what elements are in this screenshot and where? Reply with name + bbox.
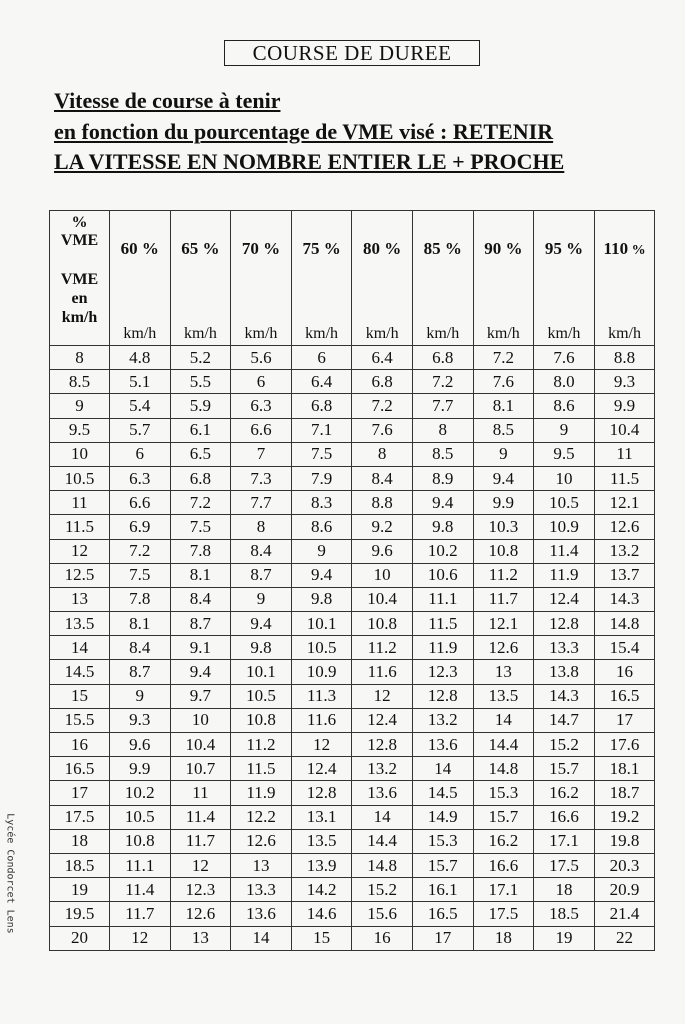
table-row [50, 442, 655, 466]
table-row [50, 491, 655, 515]
table-row [50, 902, 655, 926]
speed-cell: 11.6 [352, 660, 413, 684]
speed-cell: 7.2 [352, 394, 413, 418]
speed-cell: 6.1 [170, 418, 231, 442]
speed-cell: 9 [291, 539, 352, 563]
vme-cell: 11 [50, 491, 110, 515]
speed-cell: 9 [534, 418, 595, 442]
speed-cell: 4.8 [110, 346, 171, 370]
table-row [50, 612, 655, 636]
vme-cell: 12 [50, 539, 110, 563]
speed-cell: 9.4 [412, 491, 473, 515]
vme-cell: 14 [50, 636, 110, 660]
speed-cell: 8.3 [291, 491, 352, 515]
speed-cell: 12 [170, 853, 231, 877]
speed-cell: 12.6 [170, 902, 231, 926]
speed-cell: 9.9 [594, 394, 655, 418]
speed-cell: 9.4 [231, 612, 292, 636]
speed-cell: 9 [231, 587, 292, 611]
speed-cell: 16.5 [412, 902, 473, 926]
speed-cell: 12.1 [594, 491, 655, 515]
speed-cell: 11.5 [594, 466, 655, 490]
speed-cell: 18 [473, 926, 534, 950]
vme-cell: 18 [50, 829, 110, 853]
speed-cell: 10.4 [594, 418, 655, 442]
speed-cell: 14.9 [412, 805, 473, 829]
vme-cell: 14.5 [50, 660, 110, 684]
speed-cell: 17.5 [534, 853, 595, 877]
speed-cell: 6.4 [291, 370, 352, 394]
speed-cell: 7.2 [412, 370, 473, 394]
speed-cell: 10.4 [170, 733, 231, 757]
side-credit-text: Lycée Condorcet Lens [4, 813, 16, 934]
speed-cell: 6.8 [291, 394, 352, 418]
speed-cell: 5.1 [110, 370, 171, 394]
speed-cell: 8.8 [352, 491, 413, 515]
speed-cell: 11.4 [170, 805, 231, 829]
column-header: 65 % km/h [170, 211, 231, 346]
vme-cell: 17.5 [50, 805, 110, 829]
table-row [50, 805, 655, 829]
speed-cell: 9.9 [473, 491, 534, 515]
vme-cell: 10 [50, 442, 110, 466]
speed-cell: 10.8 [231, 708, 292, 732]
speed-cell: 7.3 [231, 466, 292, 490]
speed-cell: 13.1 [291, 805, 352, 829]
speed-cell: 11.2 [473, 563, 534, 587]
speed-cell: 7.6 [352, 418, 413, 442]
speed-cell: 15.3 [473, 781, 534, 805]
heading-line-3: LA VITESSE EN NOMBRE ENTIER LE + PROCHE [54, 149, 565, 174]
speed-cell: 9.7 [170, 684, 231, 708]
speed-cell: 8.7 [170, 612, 231, 636]
vme-cell: 8.5 [50, 370, 110, 394]
speed-cell: 7.7 [231, 491, 292, 515]
speed-cell: 12.6 [473, 636, 534, 660]
speed-cell: 9.3 [594, 370, 655, 394]
speed-cell: 13 [231, 853, 292, 877]
speed-cell: 9.4 [170, 660, 231, 684]
table-row [50, 539, 655, 563]
speed-cell: 7.9 [291, 466, 352, 490]
speed-cell: 6.8 [352, 370, 413, 394]
table-row [50, 757, 655, 781]
vme-cell: 13 [50, 587, 110, 611]
speed-cell: 6.9 [110, 515, 171, 539]
table-row [50, 563, 655, 587]
speed-cell: 8.5 [473, 418, 534, 442]
speed-cell: 9.3 [110, 708, 171, 732]
speed-cell: 9.8 [231, 636, 292, 660]
speed-cell: 8.1 [110, 612, 171, 636]
speed-cell: 12.4 [291, 757, 352, 781]
speed-cell: 10.4 [352, 587, 413, 611]
speed-cell: 19.8 [594, 829, 655, 853]
vme-cell: 15 [50, 684, 110, 708]
speed-cell: 14.5 [412, 781, 473, 805]
speed-cell: 12.8 [291, 781, 352, 805]
speed-cell: 15 [291, 926, 352, 950]
speed-cell: 20.3 [594, 853, 655, 877]
speed-cell: 5.5 [170, 370, 231, 394]
speed-cell: 6.3 [231, 394, 292, 418]
speed-cell: 7 [231, 442, 292, 466]
speed-cell: 10.5 [110, 805, 171, 829]
speed-cell: 17.6 [594, 733, 655, 757]
speed-cell: 15.3 [412, 829, 473, 853]
speed-cell: 11.6 [291, 708, 352, 732]
speed-cell: 9.2 [352, 515, 413, 539]
speed-cell: 16.2 [534, 781, 595, 805]
speed-cell: 13.9 [291, 853, 352, 877]
speed-cell: 13.3 [231, 878, 292, 902]
speed-cell: 11.5 [412, 612, 473, 636]
speed-cell: 10 [170, 708, 231, 732]
vme-cell: 15.5 [50, 708, 110, 732]
vme-cell: 11.5 [50, 515, 110, 539]
speed-cell: 13.6 [352, 781, 413, 805]
speed-cell: 14.7 [534, 708, 595, 732]
speed-cell: 6 [110, 442, 171, 466]
speed-cell: 14 [412, 757, 473, 781]
vme-cell: 13.5 [50, 612, 110, 636]
speed-cell: 8.1 [473, 394, 534, 418]
speed-cell: 5.7 [110, 418, 171, 442]
speed-cell: 7.2 [473, 346, 534, 370]
speed-cell: 7.5 [110, 563, 171, 587]
speed-cell: 12.8 [534, 612, 595, 636]
speed-cell: 10.1 [231, 660, 292, 684]
column-header: 70 % km/h [231, 211, 292, 346]
speed-cell: 14.8 [473, 757, 534, 781]
speed-cell: 8 [412, 418, 473, 442]
speed-cell: 11.7 [170, 829, 231, 853]
speed-cell: 8.6 [534, 394, 595, 418]
speed-cell: 8.1 [170, 563, 231, 587]
table-row [50, 660, 655, 684]
table-row [50, 733, 655, 757]
speed-cell: 12.4 [534, 587, 595, 611]
speed-cell: 9 [473, 442, 534, 466]
speed-cell: 11.9 [534, 563, 595, 587]
vme-cell: 19.5 [50, 902, 110, 926]
speed-cell: 8.6 [291, 515, 352, 539]
speed-cell: 14.8 [594, 612, 655, 636]
table-body [50, 346, 655, 951]
speed-cell: 7.5 [170, 515, 231, 539]
speed-cell: 16.5 [594, 684, 655, 708]
speed-cell: 14 [352, 805, 413, 829]
speed-cell: 15.2 [352, 878, 413, 902]
speed-cell: 15.4 [594, 636, 655, 660]
speed-cell: 8.5 [412, 442, 473, 466]
speed-cell: 8.0 [534, 370, 595, 394]
speed-cell: 10.8 [352, 612, 413, 636]
speed-cell: 8.4 [352, 466, 413, 490]
speed-cell: 12 [291, 733, 352, 757]
speed-cell: 11.7 [110, 902, 171, 926]
table-row [50, 370, 655, 394]
speed-cell: 9.8 [291, 587, 352, 611]
speed-cell: 17 [412, 926, 473, 950]
speed-cell: 6.3 [110, 466, 171, 490]
speed-cell: 9.6 [352, 539, 413, 563]
speed-cell: 8.4 [170, 587, 231, 611]
speed-cell: 18.5 [534, 902, 595, 926]
speed-cell: 5.9 [170, 394, 231, 418]
speed-cell: 21.4 [594, 902, 655, 926]
column-header: 80 % km/h [352, 211, 413, 346]
speed-cell: 18 [534, 878, 595, 902]
heading-line-1: Vitesse de course à tenir [54, 88, 281, 113]
speed-cell: 10.5 [231, 684, 292, 708]
speed-cell: 11.7 [473, 587, 534, 611]
speed-cell: 6.6 [110, 491, 171, 515]
speed-cell: 15.7 [473, 805, 534, 829]
speed-cell: 15.6 [352, 902, 413, 926]
vme-cell: 18.5 [50, 853, 110, 877]
speed-cell: 9.4 [473, 466, 534, 490]
speed-cell: 12.8 [412, 684, 473, 708]
speed-cell: 8.4 [110, 636, 171, 660]
speed-cell: 6.6 [231, 418, 292, 442]
speed-cell: 7.7 [412, 394, 473, 418]
speed-cell: 10.5 [291, 636, 352, 660]
speed-cell: 14.3 [594, 587, 655, 611]
speed-cell: 14.6 [291, 902, 352, 926]
table-row [50, 781, 655, 805]
speed-cell: 13.2 [594, 539, 655, 563]
speed-cell: 11.2 [231, 733, 292, 757]
speed-cell: 9.4 [291, 563, 352, 587]
table-row [50, 394, 655, 418]
speed-cell: 7.1 [291, 418, 352, 442]
speed-cell: 16.2 [473, 829, 534, 853]
speed-cell: 13.5 [291, 829, 352, 853]
speed-cell: 13.6 [412, 733, 473, 757]
table-row [50, 853, 655, 877]
table-row [50, 515, 655, 539]
speed-cell: 20.9 [594, 878, 655, 902]
speed-cell: 14 [231, 926, 292, 950]
speed-cell: 6 [231, 370, 292, 394]
speed-cell: 10.5 [534, 491, 595, 515]
corner-header: % VME VME en km/h [50, 211, 110, 346]
speed-cell: 16 [352, 926, 413, 950]
table-header-row [50, 211, 655, 346]
speed-cell: 22 [594, 926, 655, 950]
speed-cell: 6.8 [412, 346, 473, 370]
speed-cell: 16 [594, 660, 655, 684]
speed-cell: 19.2 [594, 805, 655, 829]
table-row [50, 829, 655, 853]
speed-cell: 7.6 [534, 346, 595, 370]
speed-cell: 10.6 [412, 563, 473, 587]
heading-line-2: en fonction du pourcentage de VME visé : RETENIR [54, 119, 554, 144]
speed-cell: 5.6 [231, 346, 292, 370]
column-header: 95 % km/h [534, 211, 595, 346]
speed-table [49, 210, 655, 951]
speed-cell: 11.2 [352, 636, 413, 660]
speed-cell: 5.4 [110, 394, 171, 418]
vme-cell: 16 [50, 733, 110, 757]
speed-cell: 5.2 [170, 346, 231, 370]
table-row [50, 636, 655, 660]
speed-cell: 13.8 [534, 660, 595, 684]
speed-cell: 9.8 [412, 515, 473, 539]
speed-cell: 15.7 [412, 853, 473, 877]
speed-cell: 9.6 [110, 733, 171, 757]
table-row [50, 466, 655, 490]
speed-cell: 11 [170, 781, 231, 805]
speed-cell: 14.8 [352, 853, 413, 877]
speed-cell: 10.2 [412, 539, 473, 563]
speed-cell: 12 [110, 926, 171, 950]
vme-cell: 20 [50, 926, 110, 950]
speed-cell: 13.5 [473, 684, 534, 708]
vme-cell: 9 [50, 394, 110, 418]
speed-cell: 13.6 [231, 902, 292, 926]
speed-cell: 6.4 [352, 346, 413, 370]
speed-cell: 10 [534, 466, 595, 490]
speed-cell: 10 [352, 563, 413, 587]
speed-cell: 9 [110, 684, 171, 708]
speed-cell: 10.2 [110, 781, 171, 805]
table-row [50, 418, 655, 442]
speed-cell: 11.4 [110, 878, 171, 902]
speed-cell: 12.3 [412, 660, 473, 684]
speed-cell: 12.8 [352, 733, 413, 757]
speed-cell: 13 [170, 926, 231, 950]
speed-cell: 12.1 [473, 612, 534, 636]
column-header: 60 % km/h [110, 211, 171, 346]
column-header: 75 % km/h [291, 211, 352, 346]
speed-cell: 17.1 [473, 878, 534, 902]
speed-cell: 12.3 [170, 878, 231, 902]
speed-cell: 10.8 [473, 539, 534, 563]
column-header: 90 % km/h [473, 211, 534, 346]
table-row [50, 878, 655, 902]
speed-cell: 17.5 [473, 902, 534, 926]
speed-cell: 13.2 [352, 757, 413, 781]
speed-cell: 11.4 [534, 539, 595, 563]
column-header: 85 % km/h [412, 211, 473, 346]
speed-cell: 10.7 [170, 757, 231, 781]
speed-cell: 8 [352, 442, 413, 466]
speed-cell: 16.1 [412, 878, 473, 902]
speed-cell: 9.1 [170, 636, 231, 660]
speed-cell: 12 [352, 684, 413, 708]
speed-cell: 7.6 [473, 370, 534, 394]
speed-cell: 13.2 [412, 708, 473, 732]
speed-cell: 13 [473, 660, 534, 684]
speed-cell: 8 [231, 515, 292, 539]
speed-cell: 12.2 [231, 805, 292, 829]
speed-cell: 14.2 [291, 878, 352, 902]
speed-cell: 14.4 [473, 733, 534, 757]
speed-cell: 9.9 [110, 757, 171, 781]
speed-cell: 10.9 [291, 660, 352, 684]
speed-cell: 16.6 [534, 805, 595, 829]
table-row [50, 587, 655, 611]
speed-cell: 17.1 [534, 829, 595, 853]
speed-cell: 13.3 [534, 636, 595, 660]
speed-cell: 14.3 [534, 684, 595, 708]
speed-cell: 7.5 [291, 442, 352, 466]
speed-cell: 7.8 [170, 539, 231, 563]
speed-cell: 8.4 [231, 539, 292, 563]
vme-cell: 17 [50, 781, 110, 805]
speed-cell: 11.1 [412, 587, 473, 611]
speed-cell: 10.9 [534, 515, 595, 539]
speed-cell: 10.1 [291, 612, 352, 636]
speed-cell: 17 [594, 708, 655, 732]
speed-cell: 19 [534, 926, 595, 950]
vme-cell: 16.5 [50, 757, 110, 781]
speed-cell: 12.4 [352, 708, 413, 732]
speed-cell: 7.2 [110, 539, 171, 563]
speed-cell: 16.6 [473, 853, 534, 877]
speed-cell: 6 [291, 346, 352, 370]
speed-cell: 18.1 [594, 757, 655, 781]
speed-cell: 8.7 [110, 660, 171, 684]
vme-cell: 12.5 [50, 563, 110, 587]
speed-cell: 15.7 [534, 757, 595, 781]
speed-cell: 6.5 [170, 442, 231, 466]
speed-cell: 13.7 [594, 563, 655, 587]
speed-cell: 7.8 [110, 587, 171, 611]
table-row [50, 684, 655, 708]
speed-cell: 7.2 [170, 491, 231, 515]
speed-cell: 11.1 [110, 853, 171, 877]
table-row [50, 346, 655, 370]
column-header: 110 % km/h [594, 211, 655, 346]
table-row [50, 926, 655, 950]
table-row [50, 708, 655, 732]
vme-cell: 9.5 [50, 418, 110, 442]
speed-cell: 8.7 [231, 563, 292, 587]
speed-cell: 18.7 [594, 781, 655, 805]
speed-cell: 9.5 [534, 442, 595, 466]
speed-cell: 12.6 [231, 829, 292, 853]
speed-cell: 6.8 [170, 466, 231, 490]
speed-cell: 11.9 [231, 781, 292, 805]
document-title: COURSE DE DUREE [224, 40, 480, 66]
speed-cell: 8.9 [412, 466, 473, 490]
speed-cell: 10.3 [473, 515, 534, 539]
speed-cell: 14 [473, 708, 534, 732]
speed-cell: 12.6 [594, 515, 655, 539]
speed-cell: 11.9 [412, 636, 473, 660]
speed-cell: 14.4 [352, 829, 413, 853]
speed-cell: 15.2 [534, 733, 595, 757]
speed-cell: 11.3 [291, 684, 352, 708]
speed-cell: 8.8 [594, 346, 655, 370]
vme-cell: 19 [50, 878, 110, 902]
speed-cell: 10.8 [110, 829, 171, 853]
vme-cell: 10.5 [50, 466, 110, 490]
speed-cell: 11 [594, 442, 655, 466]
speed-cell: 11.5 [231, 757, 292, 781]
vme-cell: 8 [50, 346, 110, 370]
